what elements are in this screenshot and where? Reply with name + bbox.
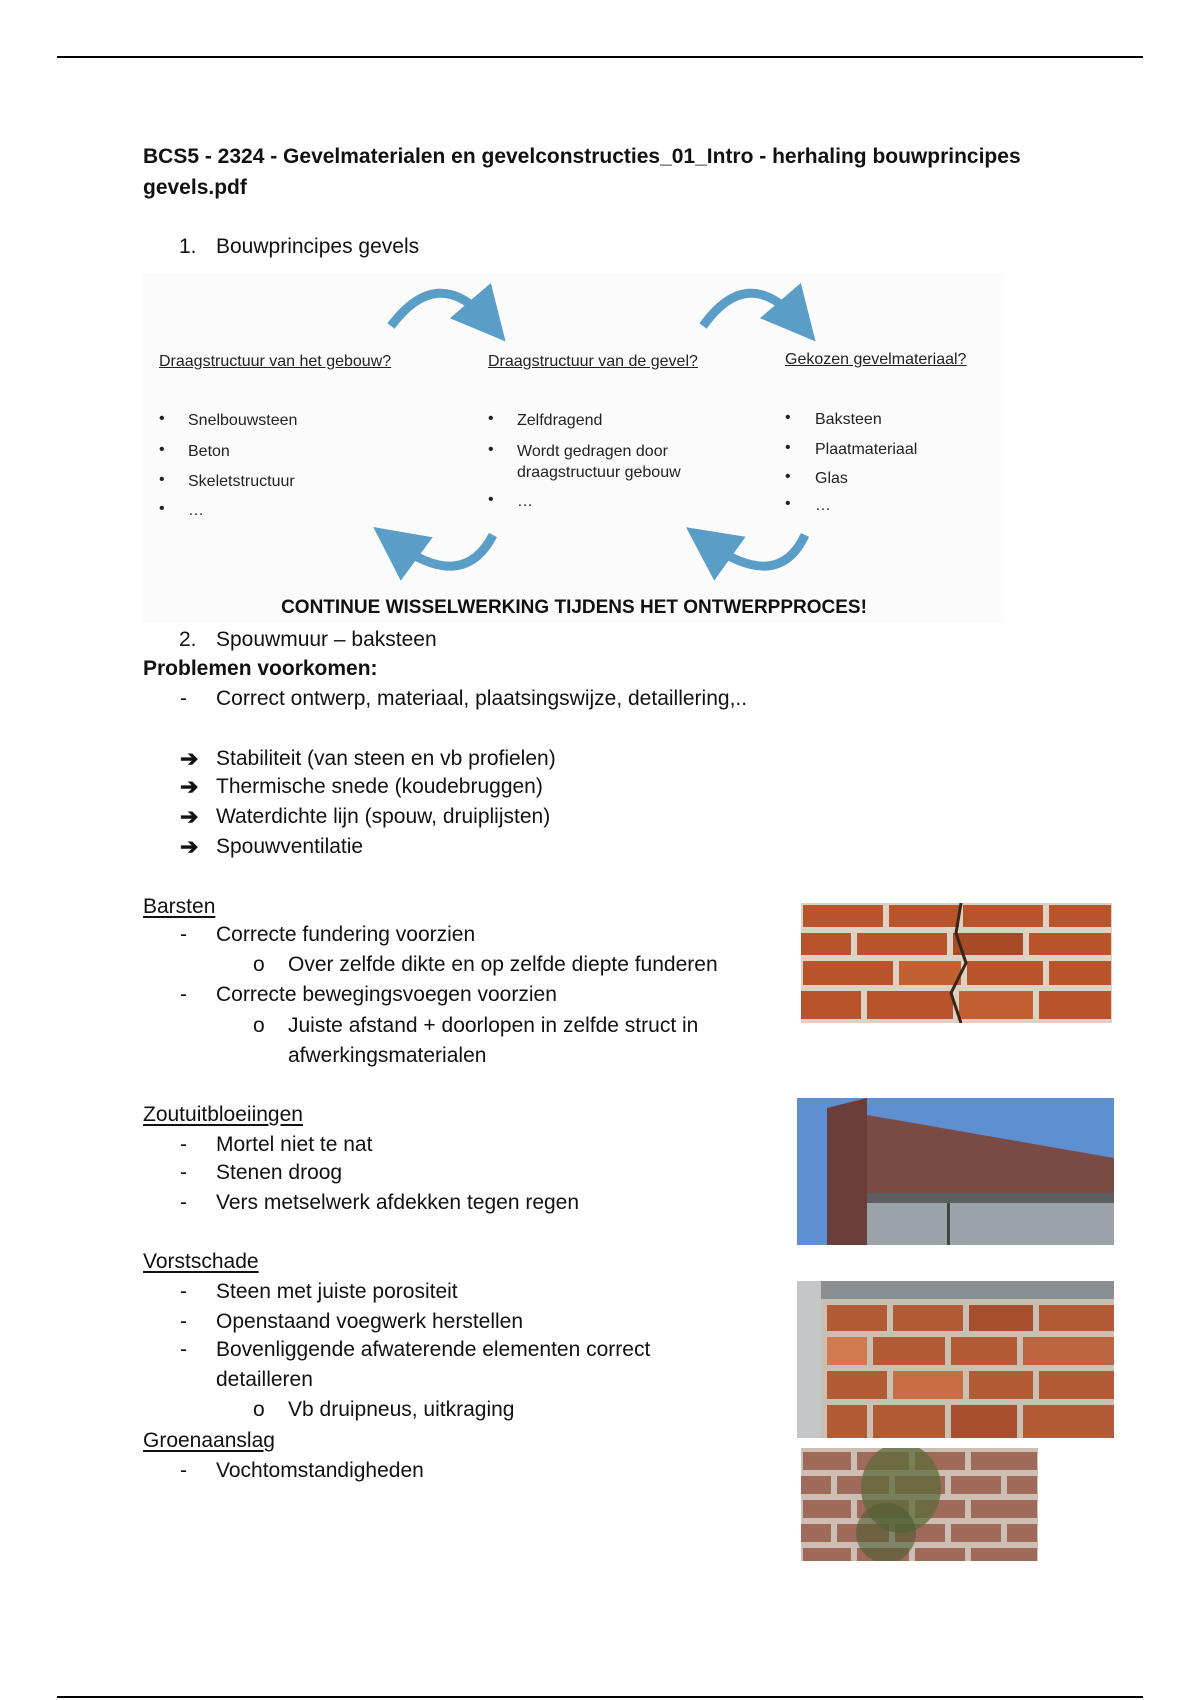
bullet-icon: • [488, 441, 494, 458]
barsten-item: Correcte bewegingsvoegen voorzien [216, 983, 557, 1006]
cycle-arrows [143, 273, 1005, 593]
vorst-item: Steen met juiste porositeit [216, 1280, 458, 1303]
dash-icon: - [180, 1191, 187, 1214]
dash-icon: - [180, 1161, 187, 1184]
diagram-col1-item: Snelbouwsteen [188, 412, 298, 429]
diagram-col1-item: Beton [188, 443, 230, 460]
diagram-col2-title: Draagstructuur van de gevel? [488, 353, 698, 370]
diagram-col2-item: … [517, 493, 533, 510]
arrow-item: Waterdichte lijn (spouw, druiplijsten) [216, 805, 551, 828]
circle-bullet-icon: o [253, 953, 265, 976]
diagram-col1-item: … [188, 502, 204, 519]
bottom-rule [57, 1696, 1143, 1698]
diagram-col3-title: Gekozen gevelmateriaal? [785, 351, 967, 368]
barsten-item: Correcte fundering voorzien [216, 923, 476, 946]
arrow-right-icon: ➔ [180, 834, 199, 859]
groen-item: Vochtomstandigheden [216, 1459, 424, 1482]
arrow-item: Spouwventilatie [216, 835, 364, 858]
barsten-subitem-cont: afwerkingsmaterialen [288, 1044, 487, 1067]
vorst-item: Bovenliggende afwaterende elementen correct [216, 1338, 651, 1361]
bouwprincipes-diagram [143, 273, 1005, 623]
diagram-col1-item: Skeletstructuur [188, 473, 295, 490]
barsten-subitem: Over zelfde dikte en op zelfde diepte funderen [288, 953, 718, 976]
dash-icon: - [180, 1133, 187, 1156]
diagram-col1-title: Draagstructuur van het gebouw? [159, 353, 392, 370]
dash-icon: - [180, 923, 187, 946]
diagram-col3-item: Plaatmateriaal [815, 441, 918, 458]
dash-icon: - [180, 1459, 187, 1482]
bullet-icon: • [159, 471, 165, 488]
dash-icon: - [180, 1310, 187, 1333]
arrow-item: Thermische snede (koudebruggen) [216, 775, 543, 798]
diagram-col3-item: … [815, 497, 831, 514]
section2-number: 2. [179, 628, 197, 651]
bullet-icon: • [159, 441, 165, 458]
problems-heading: Problemen voorkomen: [143, 657, 378, 680]
zout-item: Vers metselwerk afdekken tegen regen [216, 1191, 580, 1214]
arrow-bottom-right-icon [708, 535, 805, 566]
dash-icon: - [180, 1338, 187, 1361]
bullet-icon: • [488, 491, 494, 508]
zout-item: Stenen droog [216, 1161, 343, 1184]
bullet-icon: • [785, 495, 791, 512]
circle-bullet-icon: o [253, 1398, 265, 1421]
arrow-right-icon: ➔ [180, 746, 199, 771]
dash-icon: - [180, 687, 187, 710]
dash-icon: - [180, 1280, 187, 1303]
bullet-icon: • [785, 439, 791, 456]
vorst-item: Openstaand voegwerk herstellen [216, 1310, 524, 1333]
diagram-col3-item: Glas [815, 470, 848, 487]
efflorescence-facade-photo [797, 1098, 1114, 1245]
vorst-heading: Vorstschade [143, 1250, 259, 1273]
section2-heading: Spouwmuur – baksteen [216, 628, 437, 651]
frost-damage-wall-photo [797, 1281, 1114, 1438]
arrow-item: Stabiliteit (van steen en vb profielen) [216, 747, 556, 770]
document-title: BCS5 - 2324 - Gevelmaterialen en gevelconstructies_01_Intro - herhaling bouwprincipes gevels.pdf [143, 145, 1021, 199]
bullet-icon: • [785, 468, 791, 485]
arrow-top-left-icon [391, 293, 488, 326]
bullet-icon: • [488, 410, 494, 427]
diagram-footer: CONTINUE WISSELWERKING TIJDENS HET ONTWERPPROCES! [281, 597, 867, 618]
algae-wall-photo [801, 1448, 1038, 1561]
groen-heading: Groenaanslag [143, 1429, 275, 1452]
arrow-top-right-icon [703, 293, 798, 326]
bullet-icon: • [159, 410, 165, 427]
vorst-item-cont: detailleren [216, 1368, 313, 1391]
problems-item: Correct ontwerp, materiaal, plaatsingswijze, detaillering,.. [216, 687, 748, 710]
cracked-brick-photo [801, 903, 1112, 1023]
bullet-icon: • [785, 409, 791, 426]
arrow-bottom-left-icon [395, 535, 493, 566]
zout-heading: Zoutuitbloeiingen [143, 1103, 303, 1126]
arrow-right-icon: ➔ [180, 804, 199, 829]
circle-bullet-icon: o [253, 1014, 265, 1037]
barsten-subitem: Juiste afstand + doorlopen in zelfde struct in [288, 1014, 699, 1037]
barsten-heading: Barsten [143, 895, 216, 918]
dash-icon: - [180, 983, 187, 1006]
zout-item: Mortel niet te nat [216, 1133, 373, 1156]
diagram-col2-item: Zelfdragend [517, 412, 603, 429]
top-rule [57, 56, 1143, 58]
bullet-icon: • [159, 500, 165, 517]
section1-number: 1. [179, 235, 197, 258]
arrow-right-icon: ➔ [180, 774, 199, 799]
diagram-col2-item: Wordt gedragen door draagstructuur gebouw [517, 443, 681, 481]
vorst-subitem: Vb druipneus, uitkraging [288, 1398, 515, 1421]
section1-heading: Bouwprincipes gevels [216, 235, 420, 258]
diagram-col3-item: Baksteen [815, 411, 882, 428]
